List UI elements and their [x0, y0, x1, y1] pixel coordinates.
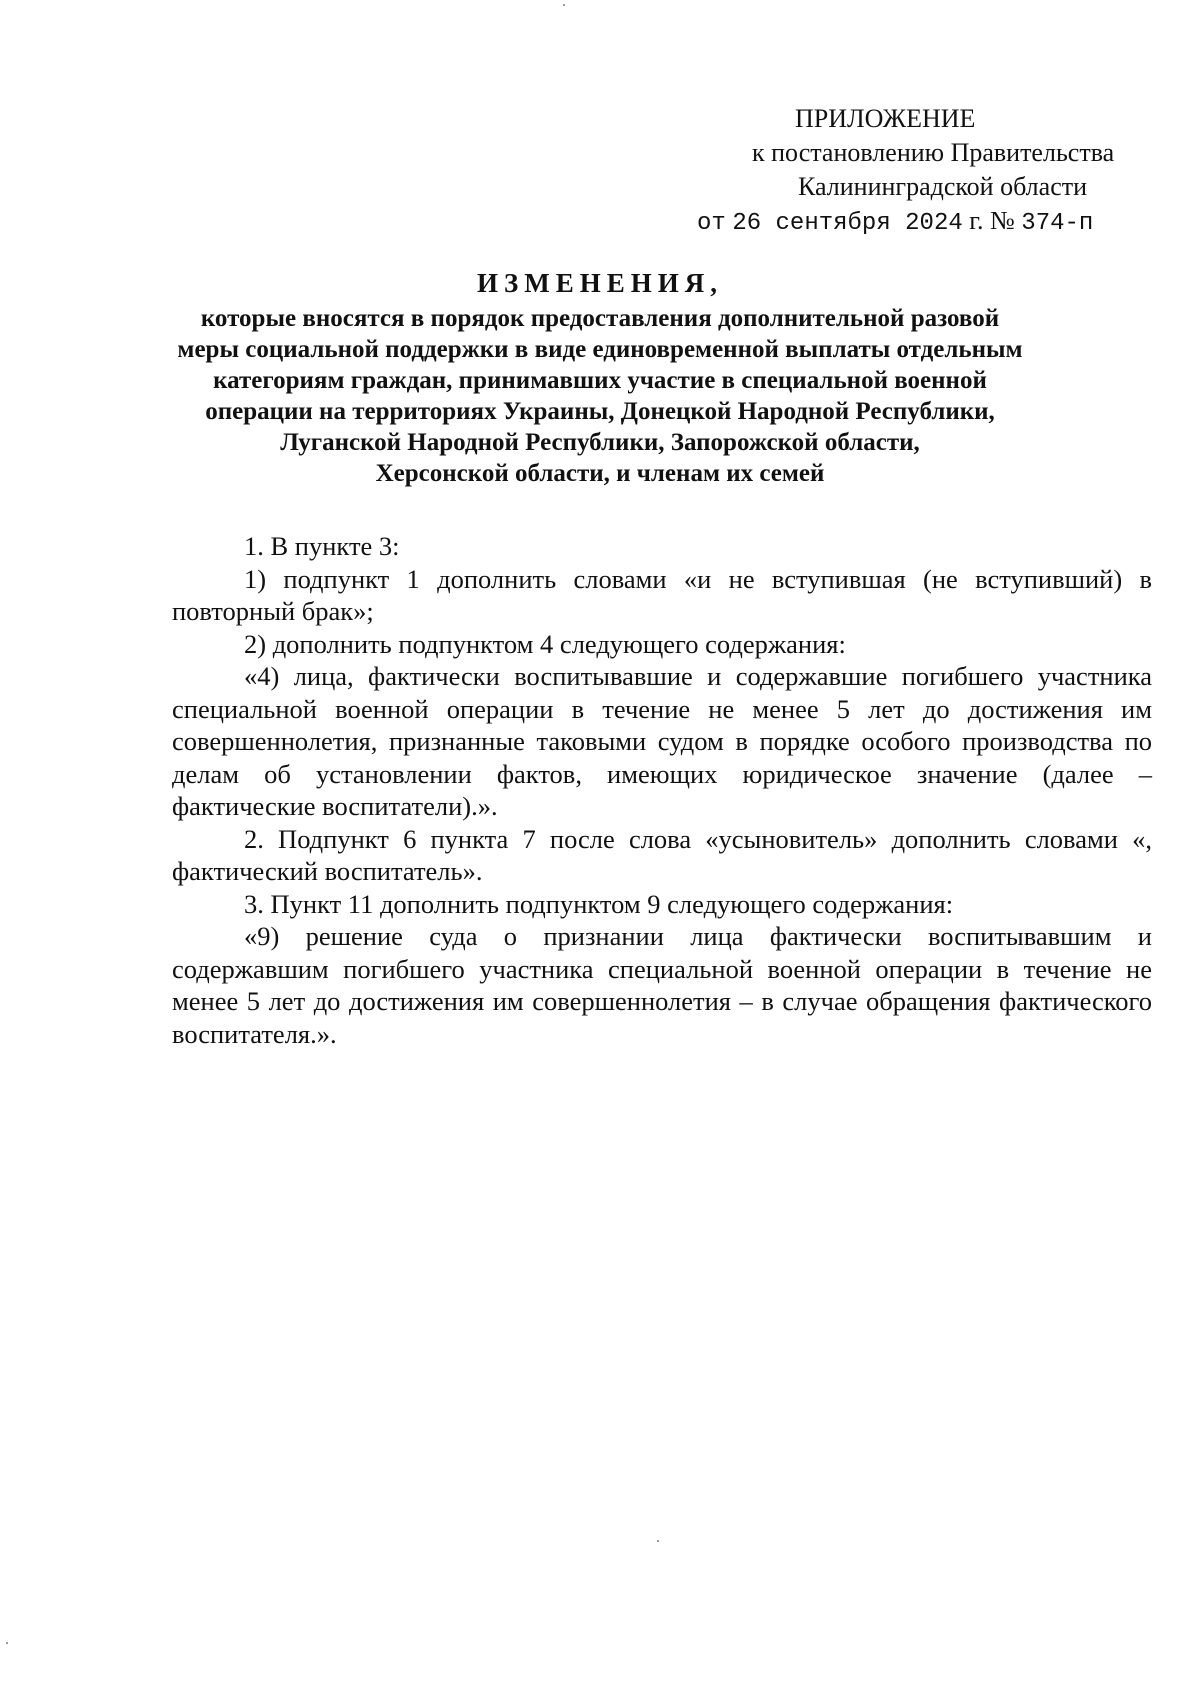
- scan-speck: [6, 1642, 8, 1644]
- body-paragraph: «4) лица, фактически воспитывавшие и содержавшие погибшего участника специальной военной операции в течение не менее 5 лет до достижения им совершеннолетия, признанные таковыми судом в порядке особого производства по делам об установлении фактов, имеющих юридическое значение (далее – фактические воспитатели).».: [172, 661, 1152, 821]
- body-paragraph: 1) подпункт 1 дополнить словами «и не вступившая (не вступивший) в повторный брак»;: [172, 563, 1152, 626]
- heading-subtitle-line: категориям граждан, принимавших участие в специальной военной: [213, 367, 987, 394]
- appendix-title: ПРИЛОЖЕНИЕ: [795, 104, 976, 133]
- body-paragraph: 1. В пункте 3:: [244, 531, 400, 561]
- date-prefix: от: [697, 210, 726, 237]
- date-value: 26 сентября 2024: [732, 210, 963, 237]
- appendix-line-1: к постановлению Правительства: [752, 138, 1115, 167]
- scan-speck: [657, 1540, 659, 1542]
- heading-subtitle-line: Луганской Народной Республики, Запорожской области,: [280, 429, 920, 456]
- appendix-line-2: Калининградской области: [798, 172, 1088, 201]
- heading-subtitle-line: меры социальной поддержки в виде единовременной выплаты отдельным: [177, 336, 1023, 363]
- heading-subtitle-line: Херсонской области, и членам их семей: [375, 460, 825, 487]
- document-body: [172, 530, 1152, 1050]
- heading-subtitle-line: которые вносятся в порядок предоставления дополнительной разовой: [200, 305, 1000, 332]
- body-paragraph: «9) решение суда о признании лица фактически воспитывавшим и содержавшим погибшего участника специальной военной операции в течение не менее 5 лет до достижения им совершеннолетия – в случае обращения фактического воспитателя.».: [172, 921, 1152, 1049]
- appendix-date-line: [680, 204, 1140, 241]
- body-paragraph: 2. Подпункт 6 пункта 7 после слова «усыновитель» дополнить словами «, фактический воспитатель».: [172, 823, 1152, 886]
- body-paragraph: 3. Пункт 11 дополнить подпунктом 9 следующего содержания:: [244, 888, 954, 919]
- changes-heading: [150, 268, 1050, 489]
- date-suffix: г. №: [969, 206, 1015, 235]
- document-number: 374-п: [1021, 210, 1094, 237]
- body-paragraph: 2) дополнить подпунктом 4 следующего содержания:: [244, 628, 846, 659]
- scan-speck: [563, 4, 565, 6]
- heading-subtitle-line: операции на территориях Украины, Донецкой Народной Республики,: [205, 398, 995, 425]
- heading-title: ИЗМЕНЕНИЯ,: [476, 268, 723, 298]
- appendix-block: [680, 102, 1140, 241]
